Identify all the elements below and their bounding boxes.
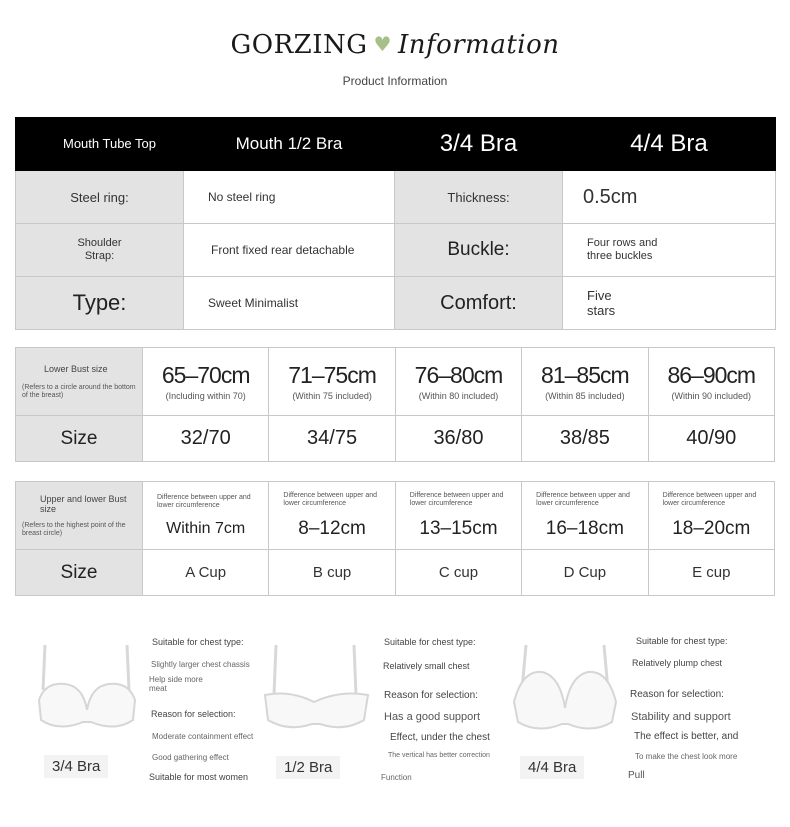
diff-label: Difference between upper and lower circumference [409, 491, 504, 507]
diff-label: Difference between upper and lower circumference [536, 491, 630, 507]
bust-range: 76–80cm [414, 362, 503, 388]
diff-cell [269, 482, 395, 550]
reason-text: Function [381, 773, 412, 782]
size-label: Size [16, 416, 143, 462]
bust-range: 86–90cm [667, 362, 756, 388]
upper-lower-bust-label [16, 482, 143, 550]
size-label: Size [16, 550, 143, 596]
header-half-bra: Mouth 1/2 Bra [184, 118, 395, 171]
bust-range: 81–85cm [541, 362, 629, 388]
header-tube-top: Mouth Tube Top [16, 118, 184, 171]
bra-1-2-label: 1/2 Bra [276, 756, 340, 779]
bust-range-note: (Including within 70) [165, 391, 246, 401]
bust-range-note: (Within 80 included) [418, 391, 499, 401]
shoulder-strap-value: Front fixed rear detachable [184, 224, 395, 277]
diff-cell [143, 482, 269, 550]
cup-value: E cup [648, 550, 774, 596]
bust-range-note: (Within 90 included) [671, 391, 752, 401]
suitable-text: Slightly larger chest chassis [151, 660, 250, 669]
size-value: 40/90 [648, 416, 774, 462]
bust-range-cell [143, 348, 269, 416]
bust-range-note: (Within 75 included) [292, 391, 372, 401]
bra-4-4-image [510, 640, 620, 735]
reason-text: The effect is better, and [634, 731, 739, 742]
table-row [16, 171, 776, 224]
bust-range: 65–70cm [161, 362, 250, 388]
header-three-quarter-bra: 3/4 Bra [395, 118, 563, 171]
upper-lower-bust-title: Upper and lower Bust size [40, 493, 127, 514]
steel-ring-value: No steel ring [184, 171, 395, 224]
suitable-title: Suitable for chest type: [152, 637, 244, 647]
table-row [16, 416, 775, 462]
diff-value: 8–12cm [298, 517, 366, 539]
size-value: 38/85 [522, 416, 648, 462]
bra-3-4-label: 3/4 Bra [44, 755, 108, 778]
table-row [16, 482, 775, 550]
buckle-value: Four rows and three buckles [563, 224, 776, 277]
page-subtitle: Product Information [342, 74, 448, 88]
table-row [16, 277, 776, 330]
diff-label: Difference between upper and lower circumference [283, 491, 378, 507]
header-full-bra: 4/4 Bra [563, 118, 776, 171]
bust-range-cell [648, 348, 774, 416]
diff-value: 13–15cm [419, 517, 498, 539]
brand-suffix: Information [397, 30, 560, 60]
table-row [16, 550, 775, 596]
bra-3-4-image [35, 640, 140, 735]
table-row [16, 348, 775, 416]
bust-range-note: (Within 85 included) [545, 391, 625, 401]
lower-bust-title: Lower Bust size [44, 363, 108, 374]
suitable-note: Help side more meat [149, 675, 203, 693]
diff-value: 16–18cm [545, 517, 624, 539]
suitable-title: Suitable for chest type: [384, 637, 476, 647]
reason-title: Reason for selection: [384, 690, 478, 701]
reason-title: Reason for selection: [151, 709, 236, 719]
cup-value: A Cup [143, 550, 269, 596]
bust-range-cell [269, 348, 395, 416]
bust-range-cell [395, 348, 521, 416]
diff-label: Difference between upper and lower circumference [662, 491, 757, 507]
diff-value: Within 7cm [166, 519, 246, 537]
reason-text: Pull [628, 770, 645, 781]
cup-value: D Cup [522, 550, 648, 596]
reason-text: The vertical has better correction [388, 752, 490, 759]
diff-cell [395, 482, 521, 550]
reason-text: Moderate containment effect [152, 732, 254, 741]
lower-bust-note: (Refers to a circle around the bottom of the breast) [22, 383, 136, 399]
style-table [15, 117, 776, 330]
thickness-value: 0.5cm [563, 171, 776, 224]
thickness-label: Thickness: [395, 171, 563, 224]
bra-1-2-image [262, 640, 372, 735]
type-label: Type: [16, 277, 184, 330]
suitable-title: Suitable for chest type: [636, 636, 728, 646]
diff-cell [522, 482, 648, 550]
reason-title: Reason for selection: [630, 689, 724, 700]
lower-bust-label [16, 348, 143, 416]
cup-value: C cup [395, 550, 521, 596]
diff-value: 18–20cm [672, 517, 751, 539]
steel-ring-label: Steel ring: [16, 171, 184, 224]
style-table-header [16, 118, 776, 171]
bust-size-table [15, 347, 775, 462]
reason-text: Effect, under the chest [390, 732, 490, 743]
size-value: 32/70 [143, 416, 269, 462]
bust-range: 71–75cm [288, 362, 376, 388]
diff-label: Difference between upper and lower circumference [157, 493, 251, 509]
comfort-label: Comfort: [395, 277, 563, 330]
brand-name: GORZING [230, 30, 368, 60]
suitable-text: Relatively small chest [383, 661, 470, 671]
bust-range-cell [522, 348, 648, 416]
reason-text: To make the chest look more [635, 752, 738, 761]
size-value: 36/80 [395, 416, 521, 462]
cup-value: B cup [269, 550, 395, 596]
upper-lower-bust-note: (Refers to the highest point of the breast circle) [22, 521, 126, 537]
diff-cell [648, 482, 774, 550]
brand-title [0, 30, 790, 60]
reason-text: Has a good support [384, 711, 481, 723]
bra-4-4-label: 4/4 Bra [520, 756, 584, 779]
page-header [0, 30, 790, 88]
shoulder-strap-label: Shoulder Strap: [16, 224, 184, 277]
cup-size-table [15, 481, 775, 596]
reason-text: Good gathering effect [152, 753, 229, 762]
suitable-text: Relatively plump chest [632, 658, 723, 668]
comfort-value: Five stars [563, 277, 776, 330]
buckle-label: Buckle: [395, 224, 563, 277]
table-row [16, 224, 776, 277]
type-value: Sweet Minimalist [184, 277, 395, 330]
reason-text: Suitable for most women [149, 772, 249, 782]
reason-text: Stability and support [631, 711, 731, 723]
heart-icon: ♥ [373, 32, 392, 56]
size-value: 34/75 [269, 416, 395, 462]
